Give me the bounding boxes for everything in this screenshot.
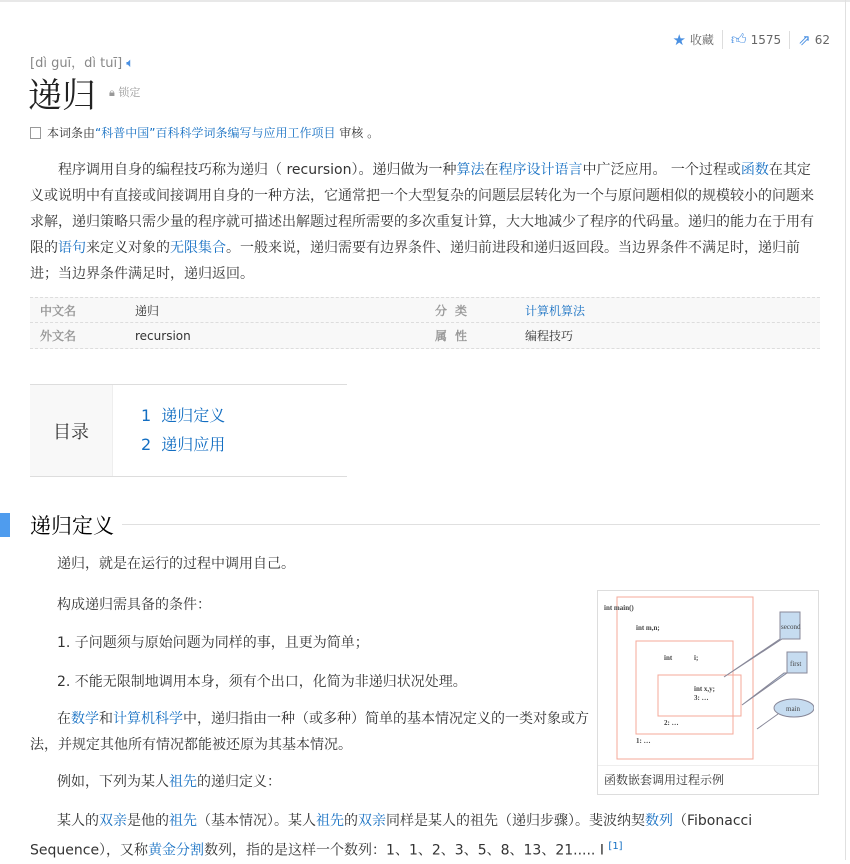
text-segment: （基本情况）。某人 bbox=[197, 813, 316, 829]
basic-info-table bbox=[30, 297, 820, 349]
toc-label: 目录 bbox=[30, 385, 113, 476]
thumbs-up-icon: 👍︎ bbox=[730, 30, 747, 48]
bubble-label: second bbox=[781, 623, 801, 631]
review-note bbox=[30, 124, 379, 141]
text-segment: 例如，下列为某人 bbox=[57, 774, 169, 790]
section-divider bbox=[30, 524, 820, 525]
document-icon bbox=[30, 127, 41, 139]
toc-number: 2 bbox=[141, 435, 152, 454]
pinyin-text: [dì guī，dì tuī] bbox=[30, 56, 123, 71]
toc-number: 1 bbox=[141, 406, 152, 425]
code-text: int main() bbox=[604, 604, 634, 612]
inline-link[interactable]: 祖先 bbox=[316, 813, 344, 829]
text-segment: 的递归定义： bbox=[197, 774, 281, 790]
inline-link[interactable]: 双亲 bbox=[99, 813, 127, 829]
review-prefix: 本词条由 bbox=[47, 126, 96, 140]
star-icon: ★ bbox=[672, 30, 686, 49]
favorite-button[interactable] bbox=[664, 31, 721, 49]
text-segment: 同样是某人的祖先（递归步骤）。斐波纳契 bbox=[386, 813, 645, 829]
toc-item[interactable] bbox=[141, 401, 225, 430]
favorite-label: 收藏 bbox=[689, 33, 714, 47]
entry-actions bbox=[664, 30, 838, 49]
text-line: 构成递归需具备的条件： bbox=[57, 597, 211, 613]
text-segment: 中，递归指由一种（或多种）简单的基本情况定义的一类对象或方法，并规定其他所有情况都能被还原为其基本情况。 bbox=[30, 711, 589, 753]
inline-link[interactable]: 计算机科学 bbox=[113, 711, 183, 727]
share-icon: ⇗ bbox=[798, 30, 811, 49]
lock-label: 锁定 bbox=[118, 86, 141, 99]
lock-status bbox=[109, 84, 140, 100]
text-line: 递归，就是在运行的过程中调用自己。 bbox=[57, 556, 295, 572]
list-item: 1. 子问题须与原始问题为同样的事，且更为简单； bbox=[57, 635, 369, 651]
inline-link[interactable]: 函数 bbox=[740, 162, 769, 178]
definition-paragraph bbox=[30, 706, 590, 758]
inline-link[interactable]: 黄金分割 bbox=[148, 842, 205, 859]
text-segment: 和 bbox=[99, 711, 113, 727]
inline-link[interactable]: 祖先 bbox=[169, 774, 197, 790]
text-segment: 中广泛应用。 一个过程或 bbox=[582, 162, 741, 178]
inline-link[interactable]: 数列 bbox=[645, 813, 673, 829]
info-key: 中文名 bbox=[40, 303, 77, 318]
inline-link[interactable]: 无限集合 bbox=[170, 240, 226, 256]
top-border bbox=[0, 0, 850, 2]
info-value: recursion bbox=[135, 328, 191, 343]
code-text: 3: … bbox=[694, 694, 709, 702]
text-segment: 某人的 bbox=[57, 813, 99, 829]
section-marker bbox=[0, 513, 10, 537]
text-segment: 数列，指的是这样一个数列：1、1、2、3、5、8、13、21..... I bbox=[204, 842, 609, 859]
code-text: 1: … bbox=[636, 737, 651, 745]
inline-link[interactable]: 祖先 bbox=[169, 813, 197, 829]
share-count: 62 bbox=[814, 32, 830, 47]
table-of-contents bbox=[30, 384, 347, 477]
toc-item[interactable] bbox=[141, 430, 225, 459]
page-title: 递归 bbox=[28, 76, 96, 116]
info-key: 外文名 bbox=[40, 329, 77, 343]
text-segment: 程序调用自身的编程技巧称为递归（ recursion）。递归做为一种 bbox=[58, 162, 457, 178]
text-segment: 来定义对象的 bbox=[86, 240, 170, 256]
share-button[interactable] bbox=[789, 31, 838, 49]
like-button[interactable] bbox=[722, 30, 789, 49]
figure-caption: 函数嵌套调用过程示例 bbox=[598, 765, 818, 793]
bubble-label: first bbox=[790, 660, 802, 668]
like-count: 1575 bbox=[750, 32, 782, 47]
text-segment: （Fibonacci Sequence），又称 bbox=[30, 813, 753, 859]
inline-link[interactable]: 程序设计语言 bbox=[498, 162, 583, 178]
info-row bbox=[30, 297, 820, 323]
bubble-label: main bbox=[786, 705, 800, 713]
lock-icon: 🔒︎ bbox=[109, 86, 115, 99]
inline-link[interactable]: 数学 bbox=[71, 711, 99, 727]
reference-link[interactable]: [1] bbox=[608, 841, 623, 852]
inline-link[interactable]: 语句 bbox=[58, 240, 86, 256]
code-text: 2: … bbox=[664, 719, 679, 727]
text-segment: 是他的 bbox=[127, 813, 169, 829]
intro-paragraph bbox=[30, 157, 820, 287]
info-value: 编程技巧 bbox=[525, 329, 574, 343]
info-value-link[interactable]: 计算机算法 bbox=[525, 303, 586, 318]
code-text: int bbox=[664, 654, 673, 662]
section-header bbox=[0, 510, 820, 540]
info-value: 递归 bbox=[135, 303, 160, 318]
info-key: 分类 bbox=[435, 303, 476, 318]
inline-link[interactable]: 算法 bbox=[456, 162, 485, 178]
code-text: int x,y; bbox=[694, 685, 715, 693]
code-text: int m,n; bbox=[636, 624, 660, 632]
speaker-icon[interactable]: 🔈︎ bbox=[126, 56, 134, 71]
text-segment: 在其定义或说明中有直接或间接调用自身的一种方法，它通常把一个大型复杂的问题层层转化为一个与原问题相似的规模较小的问题来求解，递归策略只需少量的程序就可描述出解题过程所需要的多次重复计算，大大地减少了程序的代码量。递归的能力在于用有限的 bbox=[30, 162, 814, 256]
list-item: 2. 不能无限制地调用本身，须有个出口，化简为非递归状况处理。 bbox=[57, 674, 467, 690]
review-project-link[interactable]: “科普中国”百科科学词条编写与应用工作项目 bbox=[95, 126, 336, 140]
inline-link[interactable]: 双亲 bbox=[358, 813, 386, 829]
text-segment: 。一般来说，递归需要有边界条件、递归前进段和递归返回段。当边界条件不满足时，递归前进；当边界条件满足时，递归返回。 bbox=[30, 240, 800, 282]
figure-nested-calls[interactable] bbox=[597, 590, 819, 795]
example-paragraph bbox=[30, 769, 590, 795]
info-key: 属性 bbox=[435, 329, 476, 343]
nested-call-diagram bbox=[602, 595, 814, 762]
text-segment: 在 bbox=[484, 162, 499, 178]
section-title: 递归定义 bbox=[30, 510, 122, 540]
text-segment: 在 bbox=[57, 711, 71, 727]
fibonacci-paragraph bbox=[30, 808, 770, 864]
text-segment: 的 bbox=[344, 813, 358, 829]
code-text: i; bbox=[694, 654, 699, 662]
info-row bbox=[30, 323, 820, 349]
toc-link[interactable]: 递归应用 bbox=[161, 435, 226, 454]
right-border bbox=[845, 0, 846, 860]
review-suffix: 审核 。 bbox=[335, 126, 380, 140]
toc-link[interactable]: 递归定义 bbox=[161, 406, 226, 425]
fibonacci-text bbox=[30, 813, 752, 859]
